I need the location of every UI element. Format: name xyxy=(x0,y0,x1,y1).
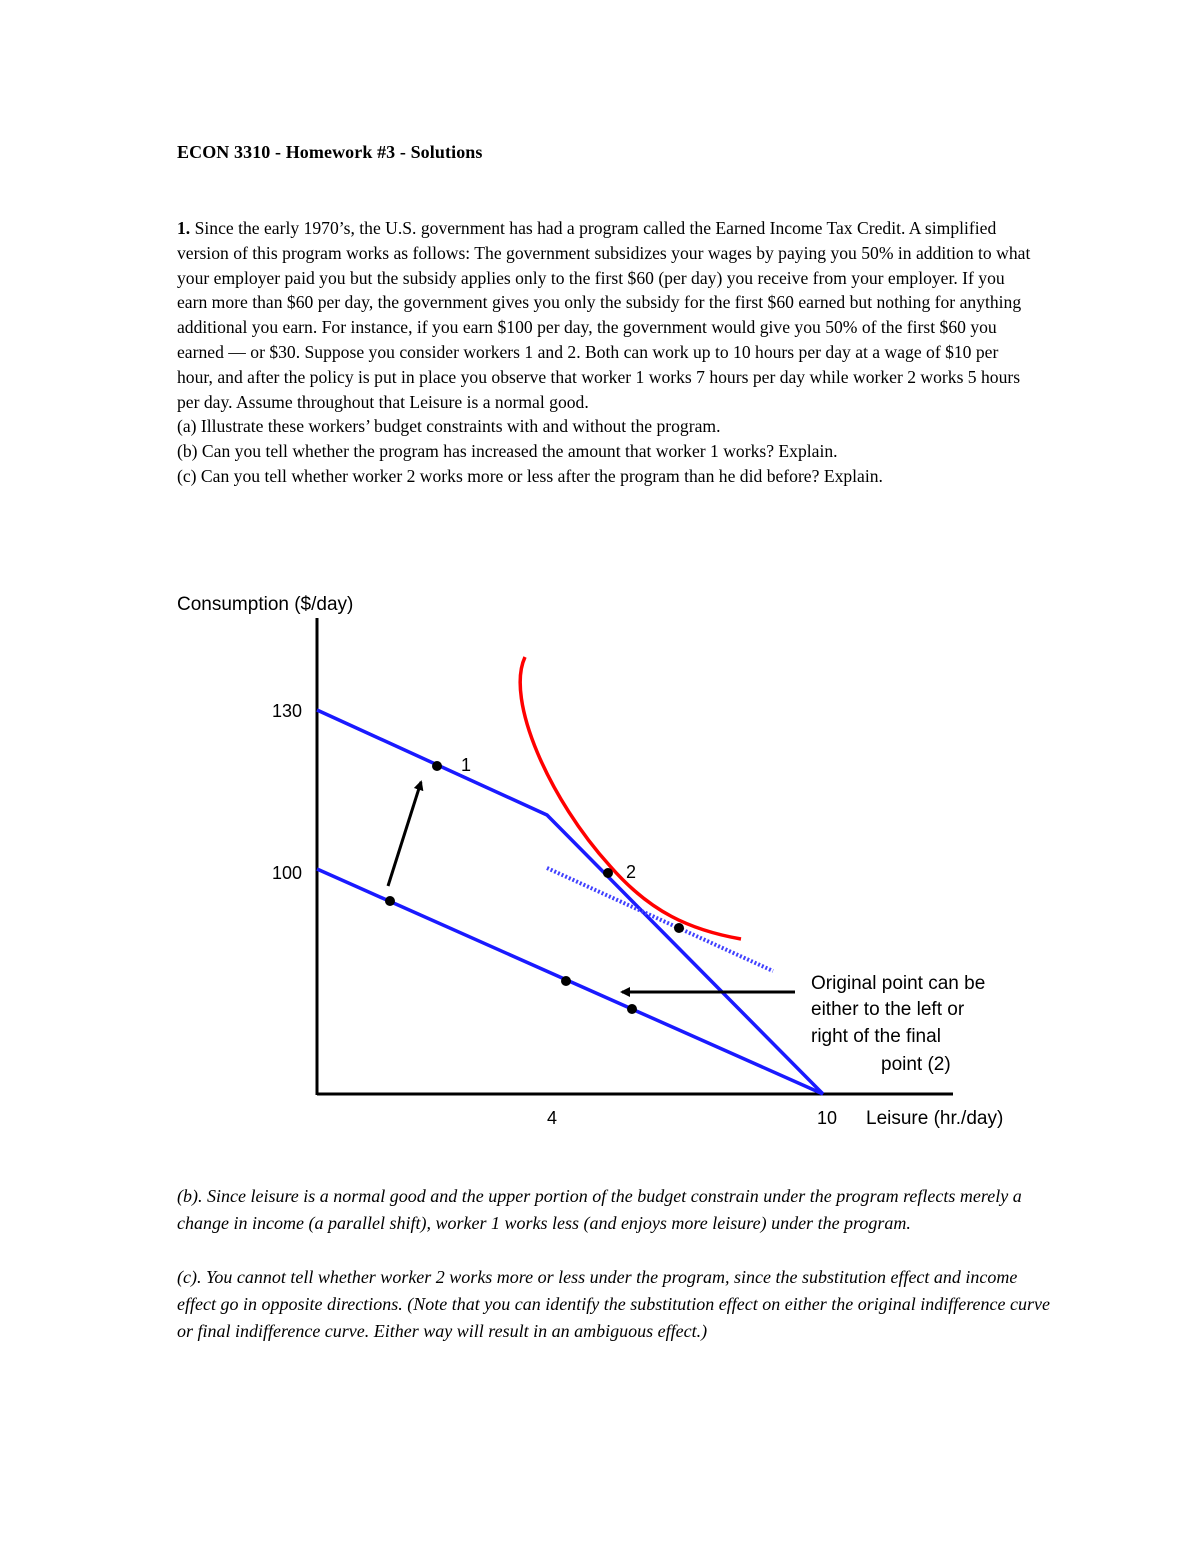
point-tangency-dotted xyxy=(674,923,684,933)
point-label-1: 1 xyxy=(461,755,472,775)
page-title: ECON 3310 - Homework #3 - Solutions xyxy=(177,142,483,162)
answer-c: (c). You cannot tell whether worker 2 works more or less under the program, since the substitution effect and income effect go in opposite directions. (Note that you can identify the substitution effect on either the original indifference curve or final indifference curve. Either way will result in an ambiguous effect.) xyxy=(177,1267,1050,1341)
question-number: 1. xyxy=(177,218,191,238)
shift-arrow xyxy=(388,782,421,886)
tangent-dotted-line xyxy=(547,868,773,971)
question-part-b: (b) Can you tell whether the program has increased the amount that worker 1 works? Explain. xyxy=(177,441,838,462)
answer-b: (b). Since leisure is a normal good and the upper portion of the budget constrain under the program reflects merely a change in income (a parallel shift), worker 1 works less (and enjoys more leisure) under the program. xyxy=(177,1186,1022,1233)
note-line-1: Original point can be xyxy=(811,973,986,994)
x-tick-4: 4 xyxy=(547,1108,558,1128)
answers xyxy=(177,1183,1057,1372)
note-line-3: right of the final xyxy=(811,1026,941,1047)
point-original-1 xyxy=(385,896,395,906)
question-body xyxy=(177,216,1037,414)
point-label-2: 2 xyxy=(626,862,637,882)
indifference-curve xyxy=(520,657,741,939)
question-part-c: (c) Can you tell whether worker 2 works more or less after the program than he did before? Explain. xyxy=(177,465,883,486)
point-original-b xyxy=(627,1004,637,1014)
point-worker-1 xyxy=(432,761,442,771)
y-axis-label: Consumption ($/day) xyxy=(177,594,354,615)
question-1 xyxy=(177,216,1037,489)
question-text: Since the early 1970’s, the U.S. government has had a program called the Earned Income Tax Credit. A simplified version of this program works as follows: The government subsidizes your wages by paying you 50% in addition to what your employer paid you but the subsidy applies only to the first $60 (per day) you receive from your employer. If you earn more than $60 per day, the government gives you only the subsidy for the first $60 earned but nothing for anything additional you earn. For instance, if you earn $100 per day, the government would give you 50% of the first $60 you earned — or $30. Suppose you consider workers 1 and 2. Both can work up to 10 hours per day at a wage of $10 per hour, and after the policy is put in place you observe that worker 1 works 7 hours per day while worker 2 works 5 hours per day. Assume throughout that Leisure is a normal good. xyxy=(177,218,1031,412)
y-tick-130: 130 xyxy=(272,701,303,721)
y-tick-100: 100 xyxy=(272,863,303,883)
x-axis-label: Leisure (hr./day) xyxy=(866,1108,1004,1129)
question-part-a: (a) Illustrate these workers’ budget constraints with and without the program. xyxy=(177,416,721,437)
budget-constraint-diagram xyxy=(0,585,1200,1145)
note-line-4: point (2) xyxy=(881,1054,951,1075)
point-original-a xyxy=(561,976,571,986)
x-tick-10: 10 xyxy=(817,1108,838,1128)
note-line-2: either to the left or xyxy=(811,999,965,1020)
point-worker-2 xyxy=(603,868,613,878)
